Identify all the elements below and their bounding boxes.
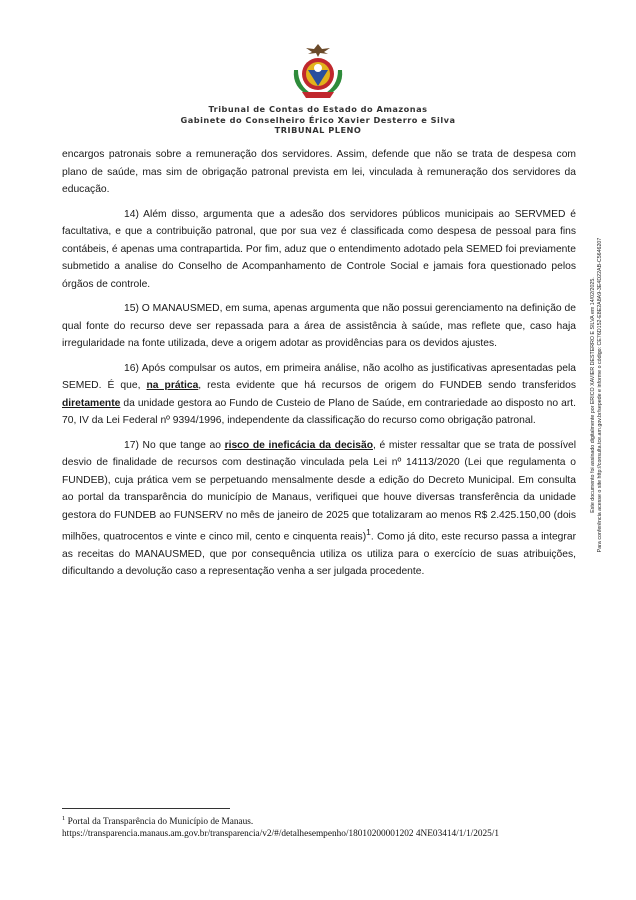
footnote-reference: 1 xyxy=(366,527,371,537)
footnote xyxy=(62,813,582,840)
document-body xyxy=(62,146,576,588)
paragraph-15: 15) O MANAUSMED, em suma, apenas argumenta que não possui gerenciamento na definição de qual fonte do recurso deve ser repassada para a área de assistência à saúde, mas reflete que, caso haja irregularidade na fonte utilizada, deve a origem adotar as providências para os devidos ajustes. xyxy=(62,303,576,349)
header-line-office: Gabinete do Conselheiro Érico Xavier Desterro e Silva xyxy=(180,114,456,125)
paragraph-16-text-c: , resta evidente que há recursos de origem do FUNDEB sendo transferidos xyxy=(198,380,576,391)
footnote-text: Portal da Transparência do Município de Manaus. xyxy=(65,817,254,828)
paragraph-17-text-c: , é mister ressaltar que se trata de possível desvio de finalidade de recursos com destinação vinculada pela Lei nº 14113/2020 (Lei que regulamenta o FUNDEB), cuja prática vem se perpetuando mensalmente desde a edição do Decreto Municipal. Em consulta ao portal da transparência do município de Manaus, verifiquei que houve diversas transferência da unidade gestora do FUNDEB ao FUNSERV no mês de janeiro de 2025 que totalizaram ao menos R$ 2.425.150,00 (dois milhões, quatrocentos e vinte e cinco mil, cento e cinquenta reais) xyxy=(62,439,577,543)
header-line-court: Tribunal de Contas do Estado do Amazonas xyxy=(208,104,428,114)
coat-of-arms-logo xyxy=(284,40,352,104)
side-note-verification: Para conferência acesse o site http://consulta.tce.am.gov.br/sepede e informe o código: CE76D152-E8E2A8A9-3E4D22AB-C5646207 xyxy=(597,237,603,553)
header-line-plenary: TRIBUNAL PLENO xyxy=(274,125,362,135)
paragraph-14: 14) Além disso, argumenta que a adesão dos servidores públicos municipais ao SERVMED é facultativa, e que a contribuição patronal, que por sua vez é classificada como despesa de pessoal para fins contábeis, é apenas uma contrapartida. Por fim, aduz que o entendimento adotado pela SEMED foi previamente submetido a analise do Conselho de Acompanhamento de Controle Social e jamais fora questionado pelos órgãos de controle. xyxy=(62,208,576,290)
emphasis-na-pratica: na prática xyxy=(146,380,199,391)
paragraph-17-text-d: . Como já dito, este recurso passa a integrar as receitas do MANAUSMED, que por consequência utiliza os utiliza para o exercício de suas atribuições, dificultando a devolução caso a representação venha a ser julgada procedente. xyxy=(62,531,576,578)
emphasis-diretamente: diretamente xyxy=(62,397,121,409)
footnote-marker: 1 xyxy=(62,815,66,822)
paragraph-16-text-a: 16) Após compulsar os autos, em primeira análise, não acolho as justificativas apresentadas pela SEMED. É que, xyxy=(62,362,576,391)
paragraph-16-text-e: da unidade gestora ao Fundo de Custeio de Plano de Saúde, em contrariedade ao disposto no art. 70, IV da Lei Federal nº 9394/1996, independente da classificação do recurso como obrigação patronal. xyxy=(62,397,576,426)
institution-header xyxy=(0,104,636,136)
paragraph-17 xyxy=(62,437,576,581)
paragraph-intro: encargos patronais sobre a remuneração dos servidores. Assim, defende que não se trata de despesa com plano de saúde, mas sim de obrigação patronal prevista em lei, vinculada à remuneração dos servidores da educação. xyxy=(62,149,576,195)
footnote-divider xyxy=(62,808,230,809)
footnote-url[interactable]: https://transparencia.manaus.am.gov.br/transparencia/v2/#/detalhesempenho/18010200001202 4NE03414/1/1/2025/1 xyxy=(62,829,500,840)
emphasis-risco: risco de ineficácia da decisão xyxy=(224,439,374,451)
paragraph-16 xyxy=(62,360,576,430)
paragraph-17-text-a: 17) No que tange ao xyxy=(124,439,225,451)
side-note-signature: Este documento foi assinado digitalmente por ERICO XAVIER DESTERRO E SILVA em 14/02/2025. xyxy=(589,277,596,513)
